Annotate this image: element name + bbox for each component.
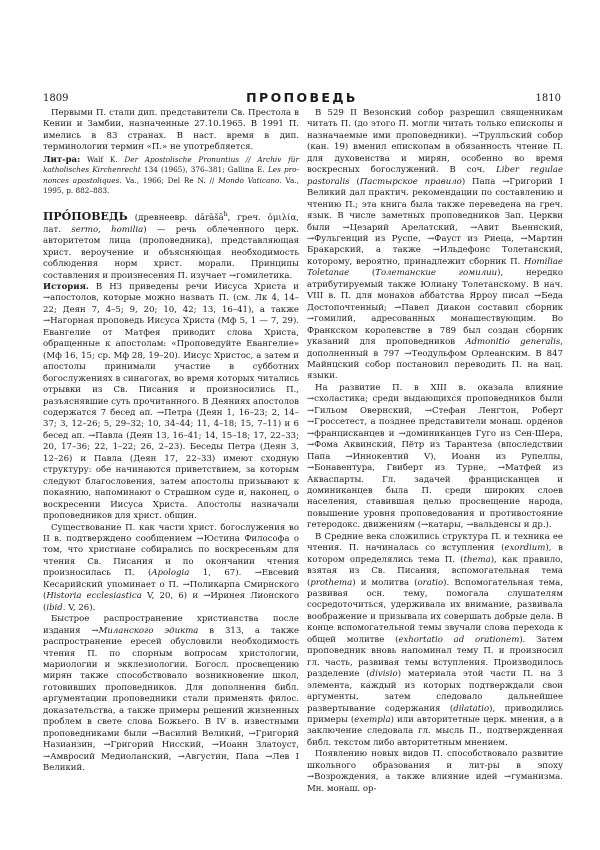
running-title: ПРОПОВЕДЬ (246, 90, 358, 105)
page-number-right: 1810 (535, 93, 561, 104)
bibliography-label: Лит-ра: (43, 154, 81, 165)
paragraph-councils: В 529 II Везонский собор разрешил священникам читать П. (до этого П. могли читать только епископы и назначаемые ими проповедники). →Трулльский собор (кан. 19) вменил епископам в обязанность чтение П. для духовенства и мирян, особенно во время воскресных богослужений. В соч. Liber regulae pastoralis (Пастырское правило) Папа →Григорий I Великий дал практич. рекомендации по составлению и чтению П.; эта книга была также переведена на греч. язык. В числе заметных проповедников Зап. Церкви были →Цезарий Арелатский, →Авит Вьеннский, →Фульгенций из Руспе, →Фауст из Риеца, →Мартин Бракарский, а также →Ильдефонс Толетанский, которому, вероятно, принадлежит сборник П. Homiliae Toletanae (Толетанские гомилии), нередко атрибутируемый также Юлиану Толетанскому. В нач. VIII в. П. для монахов аббатства Ярроу писал →Беда Достопочтенный; →Павел Диакон составил сборник →гомилий, адресованных монашествующим. Во Франкском королевстве в 789 был создан сборник указаний для проповедников Admonitio generalis, дополненный в 797 →Теодульфом Орлеанским. В 847 Майнцский собор постановил переводить П. на нац. языки. (307, 108, 564, 382)
section-history: История. В НЗ приведены речи Иисуса Христа и →апостолов, которые можно назвать П. (см. Лк 4, 14–22; Деян 7, 4–5; 9, 20; 10, 42; 13, 16–41), а также →Нагорная проповедь Иисуса Христа (Мф 5, 1 — 7, 29). Евангелие от Матфея приводит слова Христа, обращенные к апостолам: «Проповедуйте Евангелие» (Мф 16, 15; ср. Мф 28, 19–20). Иисус Христос, а затем и апостолы принимали участие в субботних богослужениях в синагогах, во время которых читались отрывки из Св. Писания и произносились П., разъяснявшие суть прочитанного. В Деяниях апостолов содержатся 7 бесед ап. →Петра (Деян 1, 16–23; 2, 14–37; 3, 12–26; 5, 29–32; 10, 34–44; 11, 4–18; 15, 7–11) и 6 бесед ап. →Павла (Деян 13, 16–41; 14, 15–18; 17, 22–33; 20, 17–36; 22, 1–22; 26, 2–23). Беседы Петра (Деян 3, 12–26) и Павла (Деян 17, 22–33) имеют сходную структуру: обе начинаются приветствием, за которым следуют благословения, затем апостолы призывают к покаянию, напоминают о Страшном суде и, наконец, о воскресении Иисуса Христа. Апостолы назначали проповедников для христ. общин. (43, 282, 299, 522)
paragraph-justin: Существование П. как части христ. богослужения во II в. подтверждено сообщением →Юстина Философа о том, что христиане собирались по воскресеньям для чтения Св. Писания и по окончании чтения произносилась П. (Apologia 1, 67). →Евсевий Кесарийский упоминает о П. →Поликарпа Смирнского (Historia ecclesiastica V, 20, 6) и →Иринея Лионского (ibid. V, 26). (43, 522, 299, 613)
paragraph-structure: В Средние века сложились структура П. и техника ее чтения. П. начиналась со вступления (exordium), в котором определялись тема П. (thema), как правило, взятая из Св. Писания, вспомогательная тема (prothema) и молитва (oratio). Вспомогательная тема, развивая осн. тему, помогала слушателям сосредоточиться, удерживала их внимание, развивала воображение и призывала их совершать добрые дела. В конце вспомогательной темы звучали слова перехода к общей молитве (exhortatio ad orationem). Затем проповедник вновь напоминал тему П. и произносил гл. часть, развивая темы вступления. Производилось разделение (divisio) материала этой части П. на 3 элемента, каждый из которых подтверждали свои аргументы, затем следовало дальнейшее развертывание содержания (dilatatio), приводились примеры (exempla) или авторитетные церк. мнения, а в заключение следовала гл. мысль П., подтвержденная библ. текстом либо авторитетным мнением. (307, 531, 564, 748)
section-heading-history: История. (43, 282, 89, 292)
paragraph-renaissance: Появлению новых видов П. способствовало развитие школьного образования и лит-ры в эпоху →Возрождения, а также влияние идей →гуманизма. Мн. монаш. ор- (307, 749, 563, 794)
bibliography: Лит-ра: Walf K. Der Apostolische Pronuntius // Archiv für katholisches Kirchenrecht 134 (1965), 376–381; Gallina E. Les pro-nonces apostoliques. Va., 1966; Del Re N. // Mondo Vaticano. Va., 1995, p. 882–883. (43, 154, 299, 196)
page-header (43, 90, 561, 109)
paragraph-nuncios: Первыми П. стали дип. представители Св. Престола в Кении и Замбии, назначенные 27.10.1965. В 1991 П. имелись в 83 странах. В наст. время в дип. терминологии термин «П.» не употребляется. (43, 108, 299, 153)
left-column (43, 108, 299, 774)
right-column (307, 108, 563, 795)
paragraph-spread: Быстрое распространение христианства после издания →Миланского эдикта в 313, а также распространение ересей обусловили необходимость чтения П. по спорным вопросам христологии, мариологии и экклезиологии. Богосл. просвещению мирян также способствовало возникновение школ, готовивших проповедников. Для дополнения библ. аргументации проповедники стали применять филос. доказательства, а также примеры решений жизненных проблем в свете слова Божьего. В IV в. известными проповедниками были →Василий Великий, →Григорий Назианзин, →Григорий Нисский, →Иоанн Златоуст, →Амвросий Медиоланский, →Августин, Папа →Лев I Великий. (43, 614, 299, 774)
paragraph-scholasticism: На развитие П. в XIII в. оказала влияние →схоластика; среди выдающихся проповедников были →Гильом Овернский, →Стефан Ленгтон, Роберт →Гроссетест, а позднее представители монаш. орденов →францисканцев и →доминиканцев Гуго из Сен-Шера, →Фома Аквинский, Пётр из Тарантеза (впоследствии Папа →Иннокентий V), Иоанн из Рупеллы, →Бонавентура, Гвиберт из Турне, →Матфей из Акваспарты. Гл. задачей францисканцев и доминиканцев была П. среди широких слоев населения, ставившая целью просвещение народа, повышение уровня проповедования и противостояние гетеродокс. движениям (→катары, →вальденсы и др.). (307, 382, 563, 531)
entry-definition: ПРО́ПОВЕДЬ (древнеевр. dārāšā$^h$, греч. ὁμιλία, лат. sermo, homilia) — речь облеченного церк. авторитетом лица (проповедника), представляющая христ. вероучение и объясняющая необходимость соблюдения норм христ. морали. Принципы составления и произнесения П. изучает →гомилетика. (43, 210, 299, 281)
entry-headword: ПРО́ПОВЕДЬ (43, 210, 128, 224)
entry-separator (43, 196, 299, 209)
page-number-left: 1809 (43, 93, 69, 104)
